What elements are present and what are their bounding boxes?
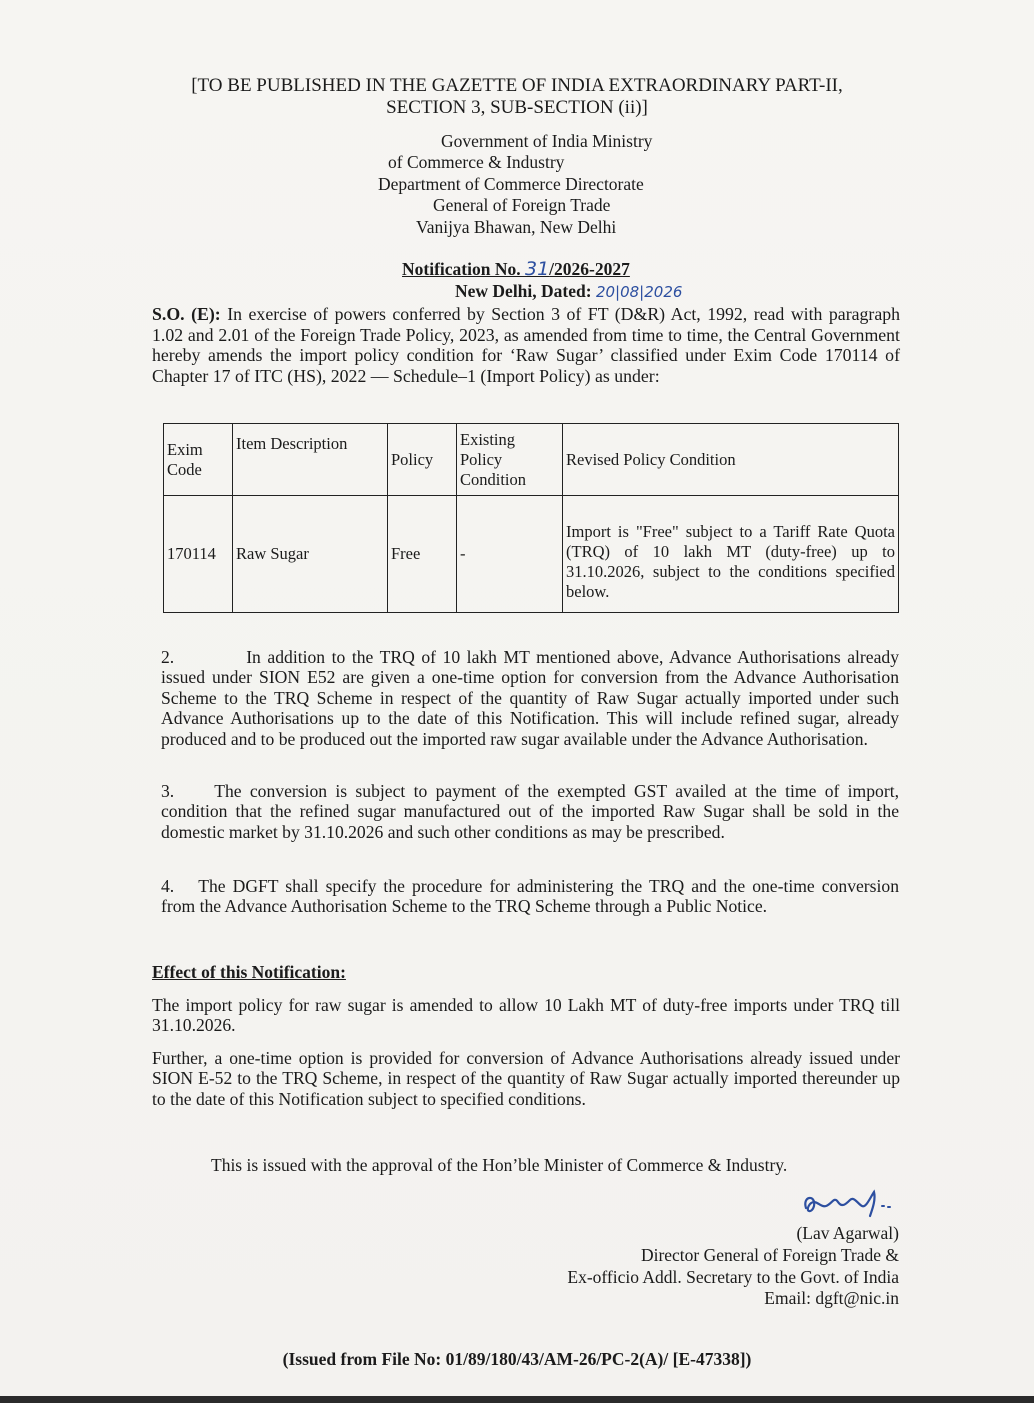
- address-line3: Department of Commerce Directorate: [378, 174, 644, 194]
- table-row: [164, 496, 899, 613]
- header-policy: Policy: [388, 424, 457, 496]
- paragraph-2-number: 2.: [161, 647, 175, 667]
- intro-text: In exercise of powers conferred by Section 3 of FT (D&R) Act, 1992, read with paragraph 1.02 and 2.01 of the Foreign Trade Policy, 2023, as amended from time to time, the Central Government hereby amends the import policy condition for ‘Raw Sugar’ classified under Exim Code 170114 of Chapter 17 of ITC (HS), 2022 — Schedule–1 (Import Policy) as under:: [152, 304, 900, 386]
- address-line2: of Commerce & Industry: [388, 152, 565, 172]
- policy-table: [163, 423, 899, 613]
- effect-paragraph-1: The import policy for raw sugar is amended to allow 10 Lakh MT of duty-free imports under TRQ till 31.10.2026.: [152, 995, 900, 1036]
- cell-policy: Free: [388, 496, 457, 613]
- table-header-row: [164, 424, 899, 496]
- so-label: S.O. (E):: [152, 304, 221, 324]
- notification-prefix: Notification No.: [402, 259, 525, 279]
- gazette-header-line1: [TO BE PUBLISHED IN THE GAZETTE OF INDIA EXTRAORDINARY PART-II,: [191, 75, 843, 96]
- paragraph-4-text: The DGFT shall specify the procedure for administering the TRQ and the one-time conversion from the Advance Authorisation Scheme to the TRQ Scheme through a Public Notice.: [161, 876, 899, 917]
- paragraph-2: [161, 647, 899, 749]
- approval-line: This is issued with the approval of the Hon’ble Minister of Commerce & Industry.: [211, 1155, 788, 1175]
- cell-item: Raw Sugar: [233, 496, 388, 613]
- paragraph-4-number: 4.: [161, 876, 175, 896]
- effect-paragraph-2: Further, a one-time option is provided for conversion of Advance Authorisations already issued under SION E-52 to the TRQ Scheme, in respect of the quantity of Raw Sugar actually imported thereunder up to the date of this Notification subject to specified conditions.: [152, 1048, 900, 1109]
- paragraph-4: [161, 876, 899, 917]
- cell-exim-code: 170114: [164, 496, 233, 613]
- gazette-header-line2: SECTION 3, SUB-SECTION (ii)]: [386, 97, 648, 118]
- header-existing-condition: Existing Policy Condition: [457, 424, 563, 496]
- signatory-designation-2: Ex-officio Addl. Secretary to the Govt. of India: [567, 1267, 899, 1287]
- header-exim-code: Exim Code: [164, 424, 233, 496]
- signature-scribble-icon: [800, 1186, 900, 1224]
- signatory-email: Email: dgft@nic.in: [764, 1288, 899, 1308]
- signatory-designation-1: Director General of Foreign Trade &: [640, 1245, 899, 1265]
- notification-suffix: /2026-2027: [549, 259, 630, 279]
- header-revised-condition: Revised Policy Condition: [563, 424, 899, 496]
- dated-label: New Delhi, Dated:: [455, 281, 596, 301]
- scan-edge-bar: [0, 1396, 1034, 1403]
- intro-paragraph: [152, 304, 900, 386]
- cell-existing: -: [457, 496, 563, 613]
- address-line5: Vanijya Bhawan, New Delhi: [416, 217, 617, 237]
- paragraph-3-text: The conversion is subject to payment of the exempted GST availed at the time of import, condition that the refined sugar manufactured out of the imported Raw Sugar shall be sold in the domestic market by 31.10.2026 and such other conditions as may be prescribed.: [161, 781, 899, 842]
- notification-number: [402, 259, 630, 279]
- file-reference: (Issued from File No: 01/89/180/43/AM-26/PC-2(A)/ [E-47338]): [282, 1349, 752, 1369]
- notification-dated: [455, 281, 682, 302]
- signatory-name: (Lav Agarwal): [796, 1223, 899, 1243]
- cell-revised: Import is "Free" subject to a Tariff Rate Quota (TRQ) of 10 lakh MT (duty-free) up to 31.10.2026, subject to the conditions specified below.: [563, 496, 899, 613]
- handwritten-notification-number: 31: [524, 258, 550, 280]
- paragraph-3: [161, 781, 899, 842]
- address-line4: General of Foreign Trade: [433, 195, 611, 215]
- handwritten-date: 20|08|2026: [595, 283, 683, 301]
- effect-heading: Effect of this Notification:: [152, 962, 346, 982]
- paragraph-2-text: In addition to the TRQ of 10 lakh MT mentioned above, Advance Authorisations already issued under SION E52 are given a one-time option for conversion from the Advance Authorisation Scheme to the TRQ Scheme in respect of the quantity of Raw Sugar actually imported under such Advance Authorisations up to the date of this Notification. This will include refined sugar, already produced and to be produced out the imported raw sugar available under the Advance Authorisation.: [161, 647, 899, 749]
- header-item-description: Item Description: [233, 424, 388, 496]
- address-line1: Government of India Ministry: [441, 131, 653, 151]
- paragraph-3-number: 3.: [161, 781, 175, 801]
